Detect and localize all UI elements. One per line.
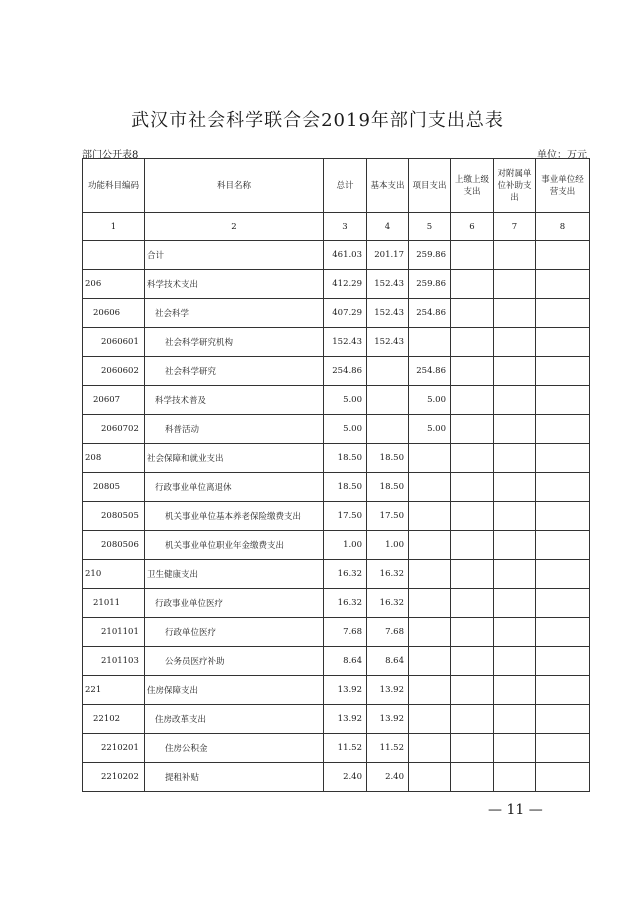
total-cell: 2.40	[324, 763, 367, 792]
project-cell	[409, 473, 451, 502]
operating-cell	[536, 270, 590, 299]
basic-cell	[367, 386, 409, 415]
expenditure-table	[82, 158, 590, 792]
total-cell: 407.29	[324, 299, 367, 328]
code-cell	[83, 241, 145, 270]
project-cell	[409, 705, 451, 734]
code-cell: 2080506	[83, 531, 145, 560]
project-cell: 259.86	[409, 270, 451, 299]
index-row	[83, 213, 590, 241]
basic-cell	[367, 415, 409, 444]
subsidy-cell	[494, 618, 536, 647]
basic-cell: 1.00	[367, 531, 409, 560]
operating-cell	[536, 531, 590, 560]
operating-cell	[536, 560, 590, 589]
upper-cell	[451, 328, 494, 357]
project-cell: 5.00	[409, 415, 451, 444]
index-cell: 2	[145, 213, 324, 241]
table-row	[83, 734, 590, 763]
table-row	[83, 241, 590, 270]
operating-cell	[536, 676, 590, 705]
table-row	[83, 647, 590, 676]
basic-cell: 152.43	[367, 270, 409, 299]
upper-cell	[451, 270, 494, 299]
subsidy-cell	[494, 444, 536, 473]
table-row	[83, 386, 590, 415]
operating-cell	[536, 299, 590, 328]
project-cell	[409, 618, 451, 647]
header-cell: 事业单位经营支出	[536, 159, 590, 213]
code-cell: 2060702	[83, 415, 145, 444]
total-cell: 13.92	[324, 676, 367, 705]
name-cell: 住房公积金	[145, 734, 324, 763]
table-row	[83, 270, 590, 299]
upper-cell	[451, 589, 494, 618]
project-cell	[409, 734, 451, 763]
operating-cell	[536, 589, 590, 618]
project-cell	[409, 531, 451, 560]
upper-cell	[451, 444, 494, 473]
code-cell: 2101101	[83, 618, 145, 647]
project-cell	[409, 502, 451, 531]
operating-cell	[536, 444, 590, 473]
project-cell	[409, 763, 451, 792]
operating-cell	[536, 734, 590, 763]
basic-cell: 18.50	[367, 444, 409, 473]
header-cell: 对附属单位补助支出	[494, 159, 536, 213]
name-cell: 住房改革支出	[145, 705, 324, 734]
table-row	[83, 763, 590, 792]
code-cell: 20606	[83, 299, 145, 328]
table-row	[83, 328, 590, 357]
name-cell: 机关事业单位职业年金缴费支出	[145, 531, 324, 560]
table-row	[83, 705, 590, 734]
header-cell: 基本支出	[367, 159, 409, 213]
subsidy-cell	[494, 676, 536, 705]
basic-cell: 8.64	[367, 647, 409, 676]
project-cell	[409, 560, 451, 589]
subsidy-cell	[494, 502, 536, 531]
total-cell: 5.00	[324, 415, 367, 444]
total-cell: 18.50	[324, 473, 367, 502]
project-cell: 254.86	[409, 357, 451, 386]
total-cell: 11.52	[324, 734, 367, 763]
header-cell: 科目名称	[145, 159, 324, 213]
operating-cell	[536, 386, 590, 415]
subsidy-cell	[494, 705, 536, 734]
subsidy-cell	[494, 357, 536, 386]
name-cell: 公务员医疗补助	[145, 647, 324, 676]
code-cell: 208	[83, 444, 145, 473]
operating-cell	[536, 415, 590, 444]
code-cell: 2080505	[83, 502, 145, 531]
total-cell: 13.92	[324, 705, 367, 734]
table-row	[83, 676, 590, 705]
basic-cell: 152.43	[367, 299, 409, 328]
index-cell: 3	[324, 213, 367, 241]
table-row	[83, 357, 590, 386]
subsidy-cell	[494, 763, 536, 792]
total-cell: 18.50	[324, 444, 367, 473]
operating-cell	[536, 763, 590, 792]
upper-cell	[451, 763, 494, 792]
basic-cell: 13.92	[367, 705, 409, 734]
code-cell: 2101103	[83, 647, 145, 676]
operating-cell	[536, 357, 590, 386]
unit-label: 单位：万元	[537, 150, 587, 161]
operating-cell	[536, 473, 590, 502]
upper-cell	[451, 299, 494, 328]
operating-cell	[536, 328, 590, 357]
basic-cell: 13.92	[367, 676, 409, 705]
code-cell: 21011	[83, 589, 145, 618]
total-cell: 17.50	[324, 502, 367, 531]
name-cell: 行政单位医疗	[145, 618, 324, 647]
subsidy-cell	[494, 299, 536, 328]
subsidy-cell	[494, 386, 536, 415]
name-cell: 行政事业单位离退休	[145, 473, 324, 502]
name-cell: 卫生健康支出	[145, 560, 324, 589]
page-title: 武汉市社会科学联合会2019年部门支出总表	[131, 110, 504, 131]
name-cell: 住房保障支出	[145, 676, 324, 705]
total-cell: 254.86	[324, 357, 367, 386]
upper-cell	[451, 531, 494, 560]
total-cell: 152.43	[324, 328, 367, 357]
header-row	[83, 159, 590, 213]
basic-cell	[367, 357, 409, 386]
project-cell: 259.86	[409, 241, 451, 270]
upper-cell	[451, 502, 494, 531]
table-row	[83, 618, 590, 647]
basic-cell: 2.40	[367, 763, 409, 792]
subsidy-cell	[494, 647, 536, 676]
project-cell	[409, 328, 451, 357]
project-cell	[409, 676, 451, 705]
upper-cell	[451, 241, 494, 270]
total-cell: 16.32	[324, 560, 367, 589]
index-cell: 8	[536, 213, 590, 241]
subsidy-cell	[494, 589, 536, 618]
basic-cell: 11.52	[367, 734, 409, 763]
basic-cell: 16.32	[367, 560, 409, 589]
table-row	[83, 473, 590, 502]
total-cell: 5.00	[324, 386, 367, 415]
code-cell: 2060601	[83, 328, 145, 357]
header-cell: 总计	[324, 159, 367, 213]
upper-cell	[451, 676, 494, 705]
basic-cell: 17.50	[367, 502, 409, 531]
header-cell: 项目支出	[409, 159, 451, 213]
index-cell: 4	[367, 213, 409, 241]
code-cell: 2210201	[83, 734, 145, 763]
upper-cell	[451, 357, 494, 386]
code-cell: 20805	[83, 473, 145, 502]
total-cell: 8.64	[324, 647, 367, 676]
code-cell: 20607	[83, 386, 145, 415]
basic-cell: 201.17	[367, 241, 409, 270]
table-label: 部门公开表8	[82, 150, 139, 161]
subsidy-cell	[494, 734, 536, 763]
table-row	[83, 444, 590, 473]
name-cell: 科学技术普及	[145, 386, 324, 415]
code-cell: 206	[83, 270, 145, 299]
basic-cell: 152.43	[367, 328, 409, 357]
total-cell: 16.32	[324, 589, 367, 618]
basic-cell: 7.68	[367, 618, 409, 647]
upper-cell	[451, 705, 494, 734]
basic-cell: 16.32	[367, 589, 409, 618]
upper-cell	[451, 734, 494, 763]
subsidy-cell	[494, 328, 536, 357]
upper-cell	[451, 618, 494, 647]
table-row	[83, 589, 590, 618]
header-cell: 上缴上级支出	[451, 159, 494, 213]
operating-cell	[536, 705, 590, 734]
name-cell: 科学技术支出	[145, 270, 324, 299]
total-cell: 461.03	[324, 241, 367, 270]
code-cell: 2210202	[83, 763, 145, 792]
basic-cell: 18.50	[367, 473, 409, 502]
page-number: — 11 —	[488, 802, 543, 818]
table-row	[83, 415, 590, 444]
name-cell: 科普活动	[145, 415, 324, 444]
subsidy-cell	[494, 473, 536, 502]
name-cell: 机关事业单位基本养老保险缴费支出	[145, 502, 324, 531]
upper-cell	[451, 415, 494, 444]
project-cell: 5.00	[409, 386, 451, 415]
name-cell: 社会科学研究机构	[145, 328, 324, 357]
code-cell: 221	[83, 676, 145, 705]
project-cell	[409, 589, 451, 618]
name-cell: 社会科学研究	[145, 357, 324, 386]
name-cell: 社会保障和就业支出	[145, 444, 324, 473]
subsidy-cell	[494, 415, 536, 444]
total-cell: 412.29	[324, 270, 367, 299]
table-row	[83, 531, 590, 560]
operating-cell	[536, 241, 590, 270]
code-cell: 2060602	[83, 357, 145, 386]
subsidy-cell	[494, 241, 536, 270]
operating-cell	[536, 647, 590, 676]
name-cell: 行政事业单位医疗	[145, 589, 324, 618]
project-cell	[409, 444, 451, 473]
subsidy-cell	[494, 560, 536, 589]
index-cell: 1	[83, 213, 145, 241]
header-cell: 功能科目编码	[83, 159, 145, 213]
index-cell: 5	[409, 213, 451, 241]
upper-cell	[451, 386, 494, 415]
name-cell: 提租补贴	[145, 763, 324, 792]
name-cell: 社会科学	[145, 299, 324, 328]
subsidy-cell	[494, 531, 536, 560]
subsidy-cell	[494, 270, 536, 299]
code-cell: 210	[83, 560, 145, 589]
operating-cell	[536, 502, 590, 531]
project-cell	[409, 647, 451, 676]
operating-cell	[536, 618, 590, 647]
code-cell: 22102	[83, 705, 145, 734]
upper-cell	[451, 473, 494, 502]
index-cell: 6	[451, 213, 494, 241]
table-row	[83, 502, 590, 531]
total-cell: 7.68	[324, 618, 367, 647]
project-cell: 254.86	[409, 299, 451, 328]
table-row	[83, 560, 590, 589]
table-row	[83, 299, 590, 328]
upper-cell	[451, 560, 494, 589]
upper-cell	[451, 647, 494, 676]
name-cell: 合计	[145, 241, 324, 270]
total-cell: 1.00	[324, 531, 367, 560]
index-cell: 7	[494, 213, 536, 241]
